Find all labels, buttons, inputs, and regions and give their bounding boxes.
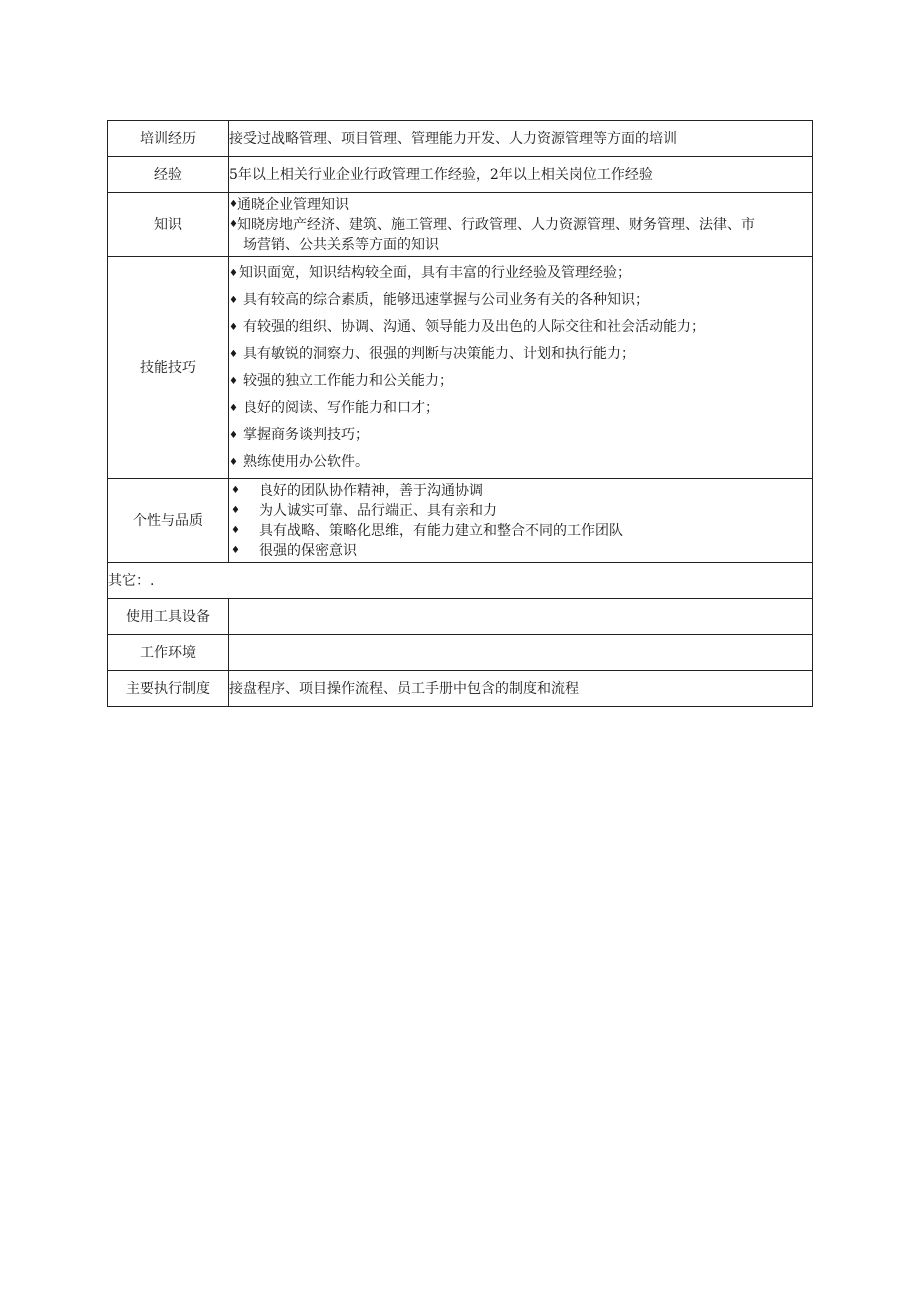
knowledge-item: ♦ 通晓企业管理知识	[229, 196, 349, 213]
rules-content: 接盘程序、项目操作流程、员工手册中包含的制度和流程	[229, 671, 813, 707]
skills-label: 技能技巧	[108, 257, 229, 479]
rules-label: 主要执行制度	[108, 671, 229, 707]
tools-label: 使用工具设备	[108, 599, 229, 635]
skills-item: ♦ 熟练使用办公软件。	[229, 449, 812, 476]
diamond-bullet-icon: ♦	[229, 198, 238, 210]
diamond-bullet-icon: ♦	[231, 484, 240, 496]
skills-content	[229, 257, 813, 479]
diamond-bullet-icon: ♦	[229, 456, 238, 468]
experience-row	[108, 157, 813, 193]
diamond-bullet-icon: ♦	[231, 504, 240, 516]
skills-list	[229, 260, 812, 476]
skills-item: ♦ 掌握商务谈判技巧；	[229, 422, 812, 449]
knowledge-item: ♦ 知晓房地产经济、建筑、施工管理、行政管理、人力资源管理、财务管理、法律、市 场营销、公共关系等方面的知识	[229, 216, 755, 253]
personality-item: ♦ 很强的保密意识	[231, 542, 357, 559]
knowledge-content	[229, 193, 813, 257]
skills-item: ♦ 具有敏锐的洞察力、很强的判断与决策能力、计划和执行能力；	[229, 341, 812, 368]
personality-content	[229, 479, 813, 563]
tools-content	[229, 599, 813, 635]
personality-item: ♦ 良好的团队协作精神，善于沟通协调	[231, 482, 483, 499]
environment-row	[108, 635, 813, 671]
skills-item: ♦ 良好的阅读、写作能力和口才；	[229, 395, 812, 422]
experience-content: 5年以上相关行业企业行政管理工作经验，2年以上相关岗位工作经验	[229, 157, 813, 193]
personality-item: ♦ 具有战略、策略化思维，有能力建立和整合不同的工作团队	[231, 522, 623, 539]
diamond-bullet-icon: ♦	[229, 218, 238, 230]
environment-content	[229, 635, 813, 671]
personality-item: ♦ 为人诚实可靠、品行端正、具有亲和力	[231, 502, 497, 519]
personality-list	[229, 481, 812, 561]
diamond-bullet-icon: ♦	[229, 402, 238, 414]
skills-item: ♦ 较强的独立工作能力和公关能力；	[229, 368, 812, 395]
other-row	[108, 563, 813, 599]
environment-label: 工作环境	[108, 635, 229, 671]
rules-row	[108, 671, 813, 707]
diamond-bullet-icon: ♦	[229, 348, 238, 360]
training-content: 接受过战略管理、项目管理、管理能力开发、人力资源管理等方面的培训	[229, 121, 813, 157]
diamond-bullet-icon: ♦	[229, 267, 238, 279]
skills-row	[108, 257, 813, 479]
training-row	[108, 121, 813, 157]
skills-item: ♦ 有较强的组织、协调、沟通、领导能力及出色的人际交往和社会活动能力；	[229, 314, 812, 341]
skills-item: ♦ 具有较高的综合素质，能够迅速掌握与公司业务有关的各种知识；	[229, 287, 812, 314]
experience-label: 经验	[108, 157, 229, 193]
skills-item: ♦ 知识面宽，知识结构较全面，具有丰富的行业经验及管理经验；	[229, 260, 812, 287]
knowledge-list	[229, 195, 812, 255]
diamond-bullet-icon: ♦	[229, 321, 238, 333]
knowledge-label: 知识	[108, 193, 229, 257]
job-requirements-table	[107, 120, 813, 707]
personality-label: 个性与品质	[108, 479, 229, 563]
training-label: 培训经历	[108, 121, 229, 157]
diamond-bullet-icon: ♦	[229, 294, 238, 306]
knowledge-row	[108, 193, 813, 257]
personality-row	[108, 479, 813, 563]
tools-row	[108, 599, 813, 635]
diamond-bullet-icon: ♦	[229, 429, 238, 441]
diamond-bullet-icon: ♦	[229, 375, 238, 387]
other-content: 其它：.	[108, 563, 813, 599]
diamond-bullet-icon: ♦	[231, 544, 240, 556]
diamond-bullet-icon: ♦	[231, 524, 240, 536]
